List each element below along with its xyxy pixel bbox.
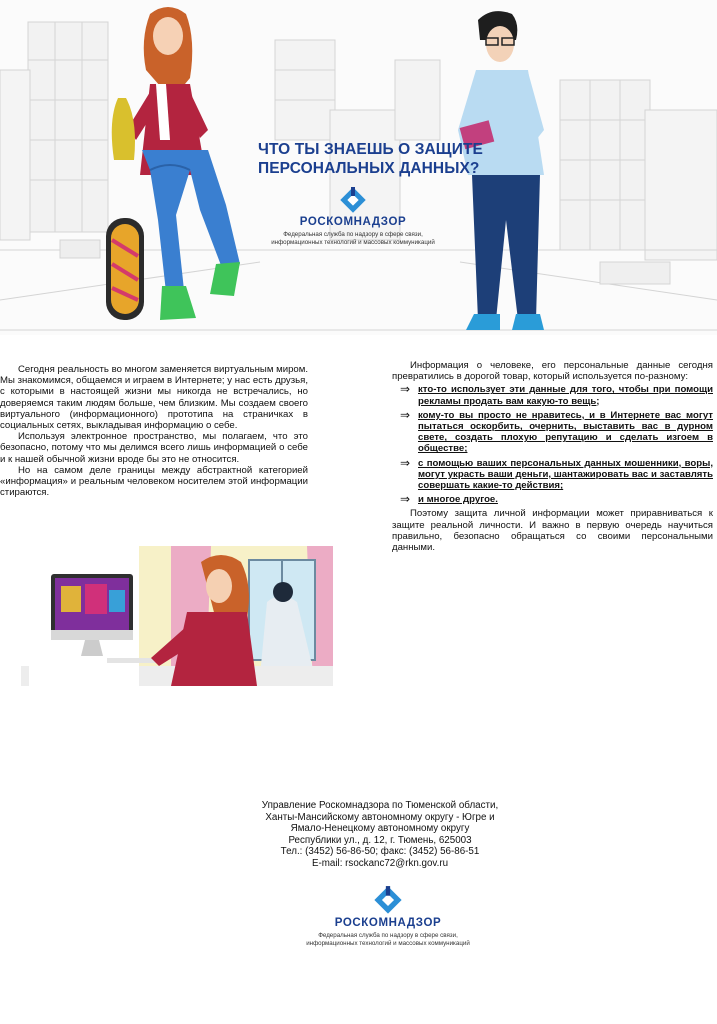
address-line: Республики ул., д. 12, г. Тюмень, 625003 bbox=[288, 834, 472, 846]
bullet-item bbox=[392, 494, 713, 505]
address-line: Управление Роскомнадзора по Тюменской области, bbox=[261, 800, 499, 811]
double-arrow-icon: ⇒ bbox=[399, 455, 411, 470]
paragraph: Используя электронное пространство, мы полагаем, что это безопасно, потому что мы делимся всего лишь информацией о себе и к нашей обычной жизни вроде бы это не относится. bbox=[0, 431, 308, 465]
bullet-item bbox=[392, 455, 713, 492]
double-arrow-icon: ⇒ bbox=[399, 382, 411, 397]
bullet-text: с помощью ваших персональных данных мошенники, воры, могут украсть ваши деньги, шантажировать вас и заставлять совершать какие-то действия; bbox=[418, 457, 713, 492]
headline-line-1: ЧТО ТЫ ЗНАЕШЬ О ЗАЩИТЕ bbox=[258, 141, 483, 158]
roskomnadzor-diamond-logo-icon bbox=[339, 186, 367, 214]
bullet-text: и многое другое. bbox=[418, 494, 498, 506]
banner-logo bbox=[268, 186, 438, 246]
headline-line-2: ПЕРСОНАЛЬНЫХ ДАННЫХ? bbox=[258, 160, 480, 177]
phone-line: Тел.: (3452) 56-86-50; факс: (3452) 56-86-51 bbox=[280, 846, 480, 858]
logo-name: РОСКОМНАДЗОР bbox=[334, 917, 442, 929]
intro-paragraph: Информация о человеке, его персональные данные сегодня превратились в дорогой товар, который используется по-разному: bbox=[392, 360, 713, 383]
left-text-column bbox=[0, 364, 308, 498]
double-arrow-icon: ⇒ bbox=[399, 407, 411, 422]
bullet-text: кому-то вы просто не нравитесь, и в Интернете вас могут пытаться оскорбить, очернить, выставить вас в дурном свете, создать плохую репутацию и сделать изгоем в обществе; bbox=[418, 409, 713, 455]
bullet-item bbox=[392, 407, 713, 455]
logo-tagline-line-2: информационных технологий и массовых коммуникаций bbox=[306, 939, 470, 947]
contact-footer bbox=[230, 800, 530, 870]
logo-tagline-line-2: информационных технологий и массовых коммуникаций bbox=[271, 238, 435, 246]
logo-name: РОСКОМНАДЗОР bbox=[299, 216, 407, 228]
address-line: Ханты-Мансийскому автономному округу - Югре и bbox=[265, 811, 495, 823]
logo-tagline-line-1: Федеральная служба по надзору в сфере связи, bbox=[283, 231, 423, 238]
logo-tagline-line-1: Федеральная служба по надзору в сфере связи, bbox=[318, 932, 458, 939]
address-line: Ямало-Ненецкому автономному округу bbox=[290, 823, 470, 835]
conclusion-paragraph: Поэтому защита личной информации может приравниваться к защите реальной личности. И важно в первую очередь научиться правильно, безопасно обращаться со своими персональными данными. bbox=[392, 508, 713, 554]
computer-illustration bbox=[21, 546, 333, 686]
email-line: E-mail: rsockanc72@rkn.gov.ru bbox=[311, 857, 449, 869]
double-arrow-icon: ⇒ bbox=[399, 492, 411, 507]
banner-headline bbox=[258, 140, 488, 178]
footer-logo bbox=[288, 885, 488, 947]
right-text-column bbox=[392, 360, 713, 553]
paragraph: Но на самом деле границы между абстрактной категорией «информация» и реальным человеком носителем этой информации стираются. bbox=[0, 464, 308, 499]
roskomnadzor-diamond-logo-icon bbox=[373, 885, 403, 915]
paragraph: Сегодня реальность во многом заменяется виртуальным миром. Мы знакомимся, общаемся и играем в Интернете; у нас есть друзья, с которыми в настоящей жизни мы никогда не встречались, но доверяемся таким людям больше, чем близким. Мы создаем своего виртуального (информационного) прототипа на страничках в социальных сетях, выкладывая информацию о себе. bbox=[0, 364, 308, 432]
top-banner bbox=[0, 0, 717, 335]
logo-tagline bbox=[271, 231, 435, 246]
logo-tagline bbox=[306, 932, 470, 947]
bullet-text: кто-то использует эти данные для того, чтобы при помощи рекламы продать вам какую-то вещь; bbox=[418, 384, 713, 407]
bullet-item bbox=[392, 384, 713, 406]
girl-illustration bbox=[106, 7, 240, 320]
